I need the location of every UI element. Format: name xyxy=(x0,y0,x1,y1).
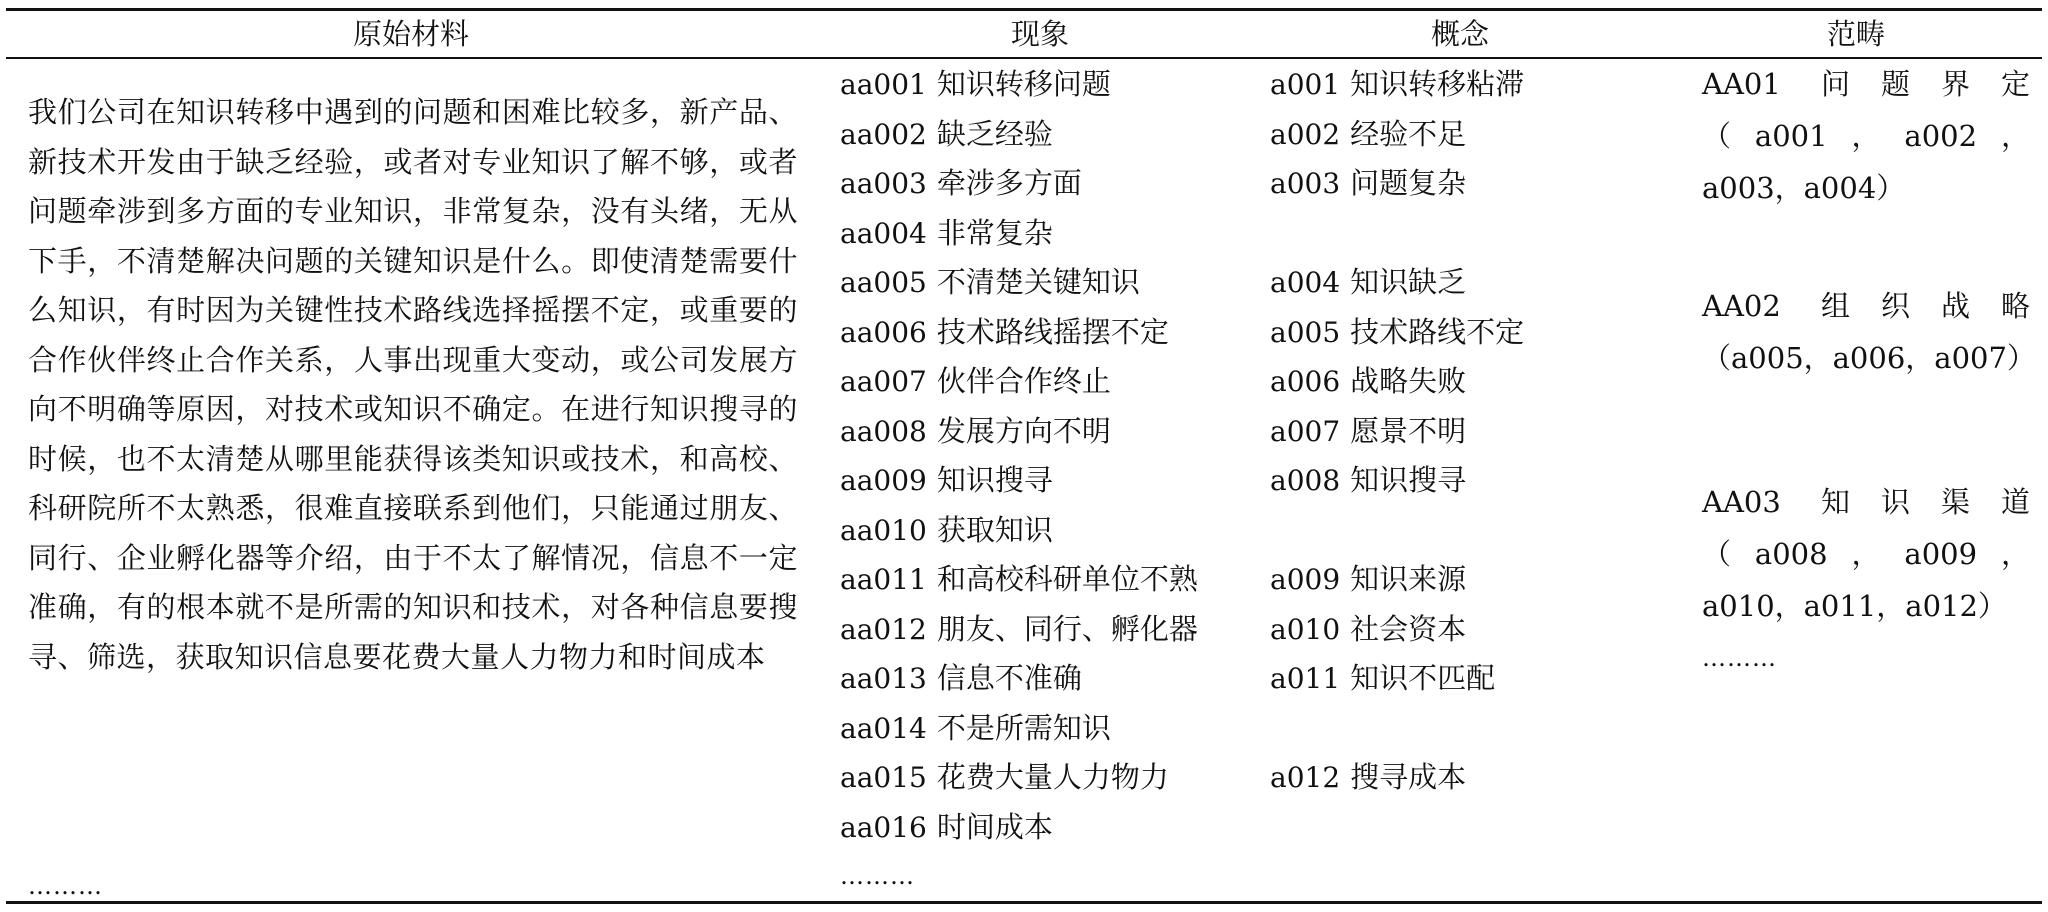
phenomenon-item xyxy=(840,60,1111,110)
phenomenon-code: aa010 xyxy=(840,513,927,547)
concept-code: a010 xyxy=(1270,612,1341,646)
concept-item xyxy=(1270,654,1495,704)
phenomenon-code: aa016 xyxy=(840,810,927,844)
phenomenon-code: aa011 xyxy=(840,563,927,596)
concept-item xyxy=(1270,357,1466,407)
table-bottom-rule xyxy=(6,901,2042,904)
phenomenon-code: aa002 xyxy=(840,117,927,151)
concept-code: a009 xyxy=(1270,563,1341,596)
phenomenon-text: 时间成本 xyxy=(936,809,1053,844)
concept-item xyxy=(1270,110,1466,160)
concept-code: a003 xyxy=(1270,167,1341,200)
concept-item xyxy=(1270,159,1466,209)
concept-code: a005 xyxy=(1270,315,1341,349)
phenomenon-item xyxy=(840,159,1082,209)
phenomenon-text: 非常复杂 xyxy=(936,215,1053,250)
concept-item xyxy=(1270,60,1524,110)
phenomenon-item xyxy=(840,555,1198,605)
phenomenon-item xyxy=(840,357,1111,407)
phenomenon-code: aa009 xyxy=(840,464,927,497)
category-item: AA03 知识渠道（a008，a009，a010，a011，a012） xyxy=(1702,485,2030,623)
concept-text: 知识不匹配 xyxy=(1350,661,1496,695)
phenomenon-code: aa008 xyxy=(840,414,927,448)
phenomenon-item xyxy=(840,506,1053,556)
phenomenon-text: 知识搜寻 xyxy=(936,463,1053,497)
phenomenon-text: 不清楚关键知识 xyxy=(936,265,1140,299)
concept-item xyxy=(1270,407,1466,457)
phenomenon-text: 和高校科研单位不熟 xyxy=(936,562,1198,596)
phenomenon-item xyxy=(840,308,1169,358)
concept-text: 问题复杂 xyxy=(1350,166,1467,200)
concept-text: 知识缺乏 xyxy=(1350,265,1467,299)
phenomenon-item xyxy=(840,456,1053,506)
phenomenon-text: 信息不准确 xyxy=(936,661,1082,695)
phenomenon-text: 朋友、同行、孵化器 xyxy=(936,611,1198,646)
concept-item xyxy=(1270,456,1466,506)
phenomenon-text: 花费大量人力物力 xyxy=(936,760,1169,794)
concept-text: 技术路线不定 xyxy=(1350,314,1525,349)
category-item: AA01 问题界定（a001，a002，a003，a004） xyxy=(1702,67,2030,205)
header-raw-material: 原始材料 xyxy=(352,17,469,51)
concept-item xyxy=(1270,605,1466,655)
category-item: AA02 组织战略（a005，a006，a007） xyxy=(1702,289,2036,375)
concept-item xyxy=(1270,555,1466,605)
concept-code: a007 xyxy=(1270,414,1341,448)
concept-code: a004 xyxy=(1270,266,1341,299)
concept-item xyxy=(1270,258,1466,308)
phenomenon-code: aa012 xyxy=(840,612,927,646)
phenomenon-code: aa001 xyxy=(840,68,927,101)
concept-text: 知识搜寻 xyxy=(1350,463,1467,497)
concept-text: 知识转移粘滞 xyxy=(1350,67,1525,101)
phenomenon-text: 发展方向不明 xyxy=(936,413,1111,448)
concept-code: a011 xyxy=(1270,662,1341,695)
concept-code: a006 xyxy=(1270,365,1341,398)
phenomenon-code: aa013 xyxy=(840,662,927,695)
header-categories: 范畴 xyxy=(1826,17,1885,51)
phenomenon-text: 缺乏经验 xyxy=(936,116,1053,151)
phenomenon-code: aa004 xyxy=(840,216,927,250)
phenomenon-item xyxy=(840,209,1053,259)
phenomenon-item xyxy=(840,407,1111,457)
phenomena-ellipsis: ……… xyxy=(840,862,915,890)
raw-material-ellipsis: ……… xyxy=(28,872,103,900)
concept-text: 知识来源 xyxy=(1350,562,1467,596)
phenomenon-code: aa007 xyxy=(840,365,927,398)
concept-code: a001 xyxy=(1270,68,1341,101)
phenomenon-item xyxy=(840,605,1198,655)
phenomenon-text: 获取知识 xyxy=(936,512,1053,547)
categories-ellipsis: ……… xyxy=(1702,644,1777,672)
concept-text: 愿景不明 xyxy=(1350,413,1467,448)
concept-text: 经验不足 xyxy=(1350,116,1467,151)
phenomenon-text: 不是所需知识 xyxy=(936,710,1111,745)
phenomenon-text: 伙伴合作终止 xyxy=(936,364,1111,398)
phenomenon-item xyxy=(840,654,1082,704)
phenomenon-code: aa014 xyxy=(840,711,927,745)
concept-code: a008 xyxy=(1270,464,1341,497)
phenomenon-item xyxy=(840,110,1053,160)
phenomenon-item xyxy=(840,704,1111,754)
phenomenon-code: aa006 xyxy=(840,315,927,349)
concept-item xyxy=(1270,308,1524,358)
concept-code: a002 xyxy=(1270,117,1341,151)
table-top-rule xyxy=(6,8,2042,11)
header-concepts: 概念 xyxy=(1430,17,1489,51)
concept-code: a012 xyxy=(1270,761,1341,794)
phenomenon-code: aa003 xyxy=(840,167,927,200)
concept-text: 搜寻成本 xyxy=(1350,760,1467,794)
concept-item xyxy=(1270,753,1466,803)
phenomenon-text: 技术路线摇摆不定 xyxy=(936,314,1169,349)
phenomenon-code: aa015 xyxy=(840,761,927,794)
header-phenomena: 现象 xyxy=(1010,17,1069,51)
phenomenon-item xyxy=(840,803,1053,853)
phenomenon-text: 牵涉多方面 xyxy=(936,166,1082,200)
phenomenon-item xyxy=(840,258,1140,308)
phenomenon-code: aa005 xyxy=(840,266,927,299)
concept-text: 社会资本 xyxy=(1350,611,1467,646)
phenomenon-item xyxy=(840,753,1169,803)
concept-text: 战略失败 xyxy=(1350,364,1467,398)
raw-material-text: 我们公司在知识转移中遇到的问题和困难比较多，新产品、新技术开发由于缺乏经验，或者对专业知识了解不够，或者问题牵涉到多方面的专业知识，非常复杂，没有头绪，无从下手，不清楚解决问题的关键知识是什么。即使清楚需要什么知识，有时因为关键性技术路线选择摇摆不定，或重要的合作伙伴终止合作关系，人事出现重大变动，或公司发展方向不明确等原因，对技术或知识不确定。在进行知识搜寻的时候，也不太清楚从哪里能获得该类知识或技术，和高校、科研院所不太熟悉，很难直接联系到他们，只能通过朋友、同行、企业孵化器等介绍，由于不太了解情况，信息不一定准确，有的根本就不是所需的知识和技术，对各种信息要搜寻、筛选，获取知识信息要花费大量人力物力和时间成本 xyxy=(28,95,798,674)
phenomenon-text: 知识转移问题 xyxy=(936,67,1111,101)
